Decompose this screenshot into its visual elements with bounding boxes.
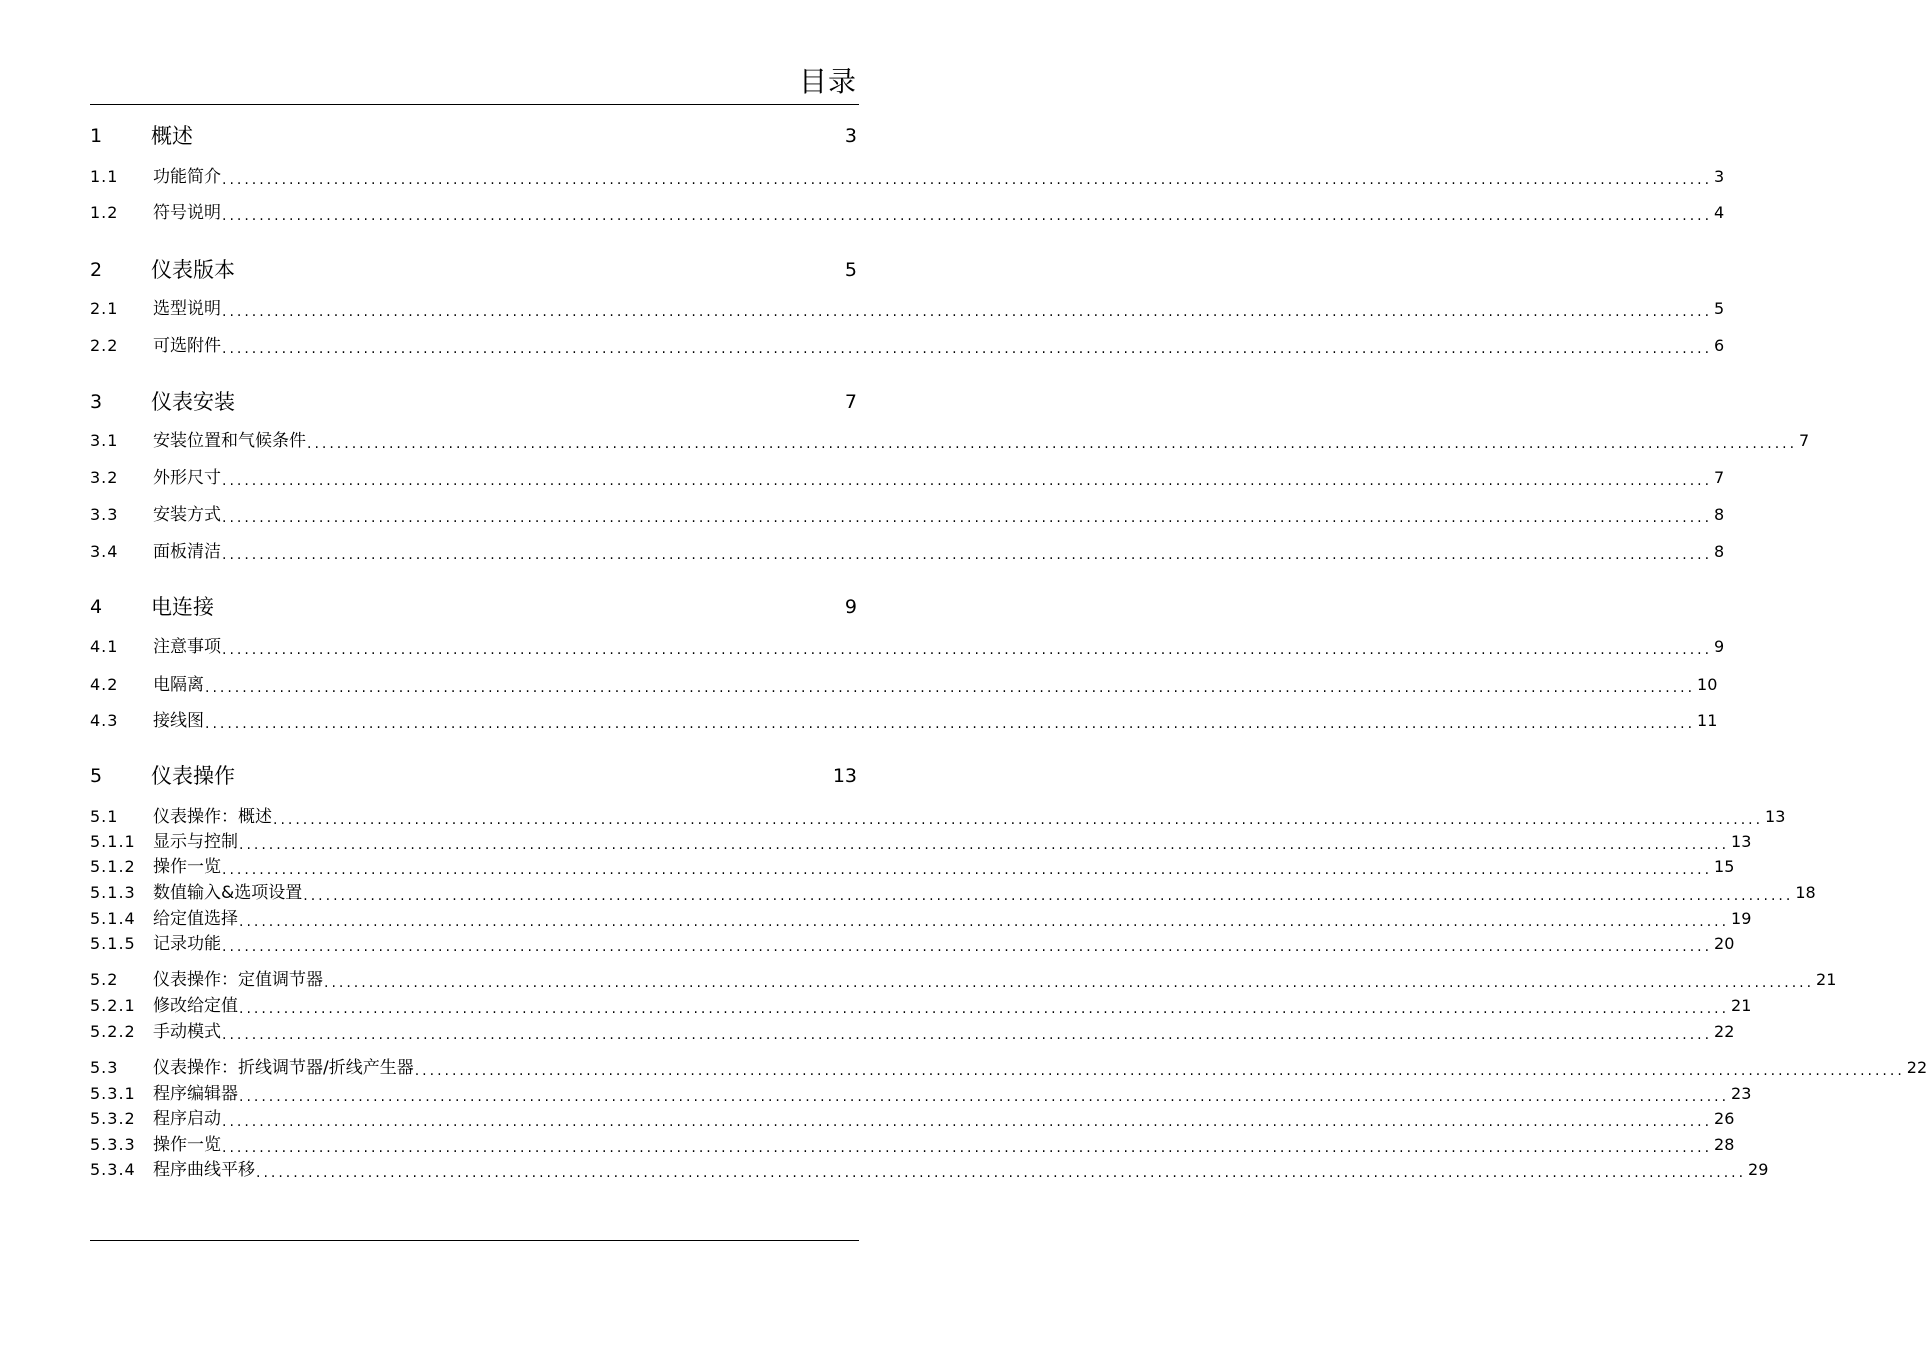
header-rule [90,104,859,105]
toc-page: 13 [1731,832,1752,851]
toc-section-2-2[interactable] [90,335,1725,357]
toc-title: 功能简介 [153,167,221,187]
toc-section-5-1-4[interactable] [90,908,1752,930]
toc-page: 13 [832,765,857,787]
toc-number: 2.2 [90,336,119,355]
toc-number: 5.1.2 [90,857,136,876]
toc-chapter-2[interactable] [90,256,857,284]
toc-section-3-2[interactable] [90,467,1725,489]
toc-section-5-1[interactable] [90,806,1786,828]
toc-section-1-2[interactable] [90,202,1725,224]
dot-leader: ........................................................................................................................................................................................................ [222,642,1713,658]
toc-number: 5.2 [90,970,119,989]
toc-number: 5.1 [90,807,119,826]
dot-leader: ........................................................................................................................................................................................................ [222,547,1713,563]
toc-section-5-2-2[interactable] [90,1021,1735,1043]
toc-page: 9 [1714,637,1725,656]
toc-section-5-2-1[interactable] [90,995,1752,1017]
toc-chapter-5[interactable] [90,762,857,790]
dot-leader: ........................................................................................................................................................................................................ [239,837,1730,853]
toc-title: 安装位置和气候条件 [153,431,306,451]
dot-leader: ........................................................................................................................................................................................................ [222,473,1713,489]
toc-section-1-1[interactable] [90,166,1725,188]
toc-page: 11 [1697,711,1718,730]
toc-title: 仪表版本 [151,258,235,282]
toc-title: 仪表操作 [151,764,235,788]
toc-title: 程序编辑器 [153,1084,238,1104]
toc-section-5-2[interactable] [90,969,1837,991]
toc-section-5-3-2[interactable] [90,1108,1735,1130]
toc-number: 5.3.3 [90,1135,136,1154]
toc-number: 1.2 [90,203,119,222]
page-title: 目录 [798,65,857,98]
footer-rule [90,1240,859,1241]
dot-leader: ........................................................................................................................................................................................................ [222,1140,1713,1156]
toc-page: 7 [1714,468,1725,487]
dot-leader: ........................................................................................................................................................................................................ [222,510,1713,526]
toc-title: 接线图 [153,711,204,731]
toc-page: 8 [1714,542,1725,561]
toc-title: 仪表操作：概述 [153,807,272,827]
toc-page: 18 [1795,883,1816,902]
toc-section-5-3-4[interactable] [90,1159,1769,1181]
toc-section-3-3[interactable] [90,504,1725,526]
toc-title: 记录功能 [153,934,221,954]
toc-number: 5.1.3 [90,883,136,902]
toc-title: 操作一览 [153,857,221,877]
toc-page: 7 [1799,431,1810,450]
toc-page: 8 [1714,505,1725,524]
toc-page: 20 [1714,934,1735,953]
toc-number: 4.1 [90,637,119,656]
toc-number: 5 [90,765,103,787]
dot-leader: ........................................................................................................................................................................................................ [222,341,1713,357]
toc-page: 21 [1731,996,1752,1015]
toc-page: 22 [1714,1022,1735,1041]
toc-title: 数值输入&选项设置 [153,883,303,903]
toc-page: 3 [1714,167,1725,186]
toc-title: 手动模式 [153,1022,221,1042]
toc-section-4-2[interactable] [90,674,1718,696]
toc-number: 1.1 [90,167,119,186]
toc-page: 9 [844,596,857,618]
toc-page: 4 [1714,203,1725,222]
toc-chapter-4[interactable] [90,593,857,621]
toc-number: 5.3.1 [90,1084,136,1103]
toc-page: 19 [1731,909,1752,928]
dot-leader: ........................................................................................................................................................................................................ [222,208,1713,224]
toc-title: 操作一览 [153,1135,221,1155]
toc-section-5-1-5[interactable] [90,933,1735,955]
dot-leader: ........................................................................................................................................................................................................ [222,1027,1713,1043]
toc-page: 21 [1816,970,1837,989]
dot-leader: ........................................................................................................................................................................................................ [324,975,1815,991]
toc-section-4-3[interactable] [90,710,1718,732]
toc-number: 5.1.1 [90,832,136,851]
toc-title: 电连接 [151,595,214,619]
toc-page: 6 [1714,336,1725,355]
toc-title: 给定值选择 [153,909,238,929]
toc-number: 5.1.5 [90,934,136,953]
dot-leader: ........................................................................................................................................................................................................ [239,1001,1730,1017]
toc-number: 1 [90,125,103,147]
toc-number: 5.3 [90,1058,119,1077]
toc-page: 5 [1714,299,1725,318]
toc-title: 可选附件 [153,336,221,356]
toc-title: 电隔离 [153,675,204,695]
toc-section-4-1[interactable] [90,636,1725,658]
toc-section-3-4[interactable] [90,541,1725,563]
dot-leader: ........................................................................................................................................................................................................ [222,862,1713,878]
toc-number: 5.1.4 [90,909,136,928]
toc-number: 2.1 [90,299,119,318]
toc-title: 概述 [151,124,193,148]
toc-page: 3 [844,125,857,147]
toc-page: 7 [844,391,857,413]
toc-title: 面板清洁 [153,542,221,562]
toc-number: 5.3.4 [90,1160,136,1179]
toc-number: 5.3.2 [90,1109,136,1128]
dot-leader: ........................................................................................................................................................................................................ [222,172,1713,188]
toc-section-5-1-3[interactable] [90,882,1816,904]
toc-number: 3.1 [90,431,119,450]
toc-page: 23 [1731,1084,1752,1103]
dot-leader: ........................................................................................................................................................................................................ [239,1089,1730,1105]
toc-title: 仪表安装 [151,390,235,414]
toc-number: 4.2 [90,675,119,694]
toc-number: 2 [90,259,103,281]
dot-leader: ........................................................................................................................................................................................................ [307,436,1798,452]
toc-page: 5 [844,259,857,281]
dot-leader: ........................................................................................................................................................................................................ [205,716,1696,732]
toc-number: 3 [90,391,103,413]
toc-section-5-3-1[interactable] [90,1083,1752,1105]
toc-page: 29 [1748,1160,1769,1179]
toc-section-5-3[interactable] [90,1057,1927,1079]
toc-title: 仪表操作：折线调节器/折线产生器 [153,1058,414,1078]
dot-leader: ........................................................................................................................................................................................................ [414,1063,1905,1079]
toc-title: 选型说明 [153,299,221,319]
toc-page: 13 [1765,807,1786,826]
dot-leader: ........................................................................................................................................................................................................ [239,914,1730,930]
toc-number: 3.3 [90,505,119,524]
dot-leader: ........................................................................................................................................................................................................ [256,1165,1747,1181]
toc-number: 3.2 [90,468,119,487]
toc-number: 4.3 [90,711,119,730]
toc-title: 修改给定值 [153,996,238,1016]
toc-page: 26 [1714,1109,1735,1128]
dot-leader: ........................................................................................................................................................................................................ [222,304,1713,320]
dot-leader: ........................................................................................................................................................................................................ [303,888,1794,904]
toc-chapter-1[interactable] [90,122,857,150]
toc-section-2-1[interactable] [90,298,1725,320]
toc-number: 4 [90,596,103,618]
toc-title: 显示与控制 [153,832,238,852]
toc-number: 3.4 [90,542,119,561]
toc-page: 15 [1714,857,1735,876]
toc-title: 程序启动 [153,1109,221,1129]
toc-title: 符号说明 [153,203,221,223]
dot-leader: ........................................................................................................................................................................................................ [205,680,1696,696]
toc-title: 仪表操作：定值调节器 [153,970,323,990]
toc-title: 安装方式 [153,505,221,525]
toc-section-5-3-3[interactable] [90,1134,1735,1156]
toc-title: 程序曲线平移 [153,1160,255,1180]
dot-leader: ........................................................................................................................................................................................................ [222,1114,1713,1130]
toc-page: 28 [1714,1135,1735,1154]
toc-section-5-1-2[interactable] [90,856,1735,878]
toc-page: 10 [1697,675,1718,694]
toc-number: 5.2.1 [90,996,136,1015]
dot-leader: ........................................................................................................................................................................................................ [222,939,1713,955]
toc-number: 5.2.2 [90,1022,136,1041]
toc-title: 外形尺寸 [153,468,221,488]
toc-title: 注意事项 [153,637,221,657]
toc-chapter-3[interactable] [90,388,857,416]
dot-leader: ........................................................................................................................................................................................................ [273,812,1764,828]
toc-page: 22 [1906,1058,1927,1077]
toc-section-5-1-1[interactable] [90,831,1752,853]
toc-section-3-1[interactable] [90,430,1810,452]
